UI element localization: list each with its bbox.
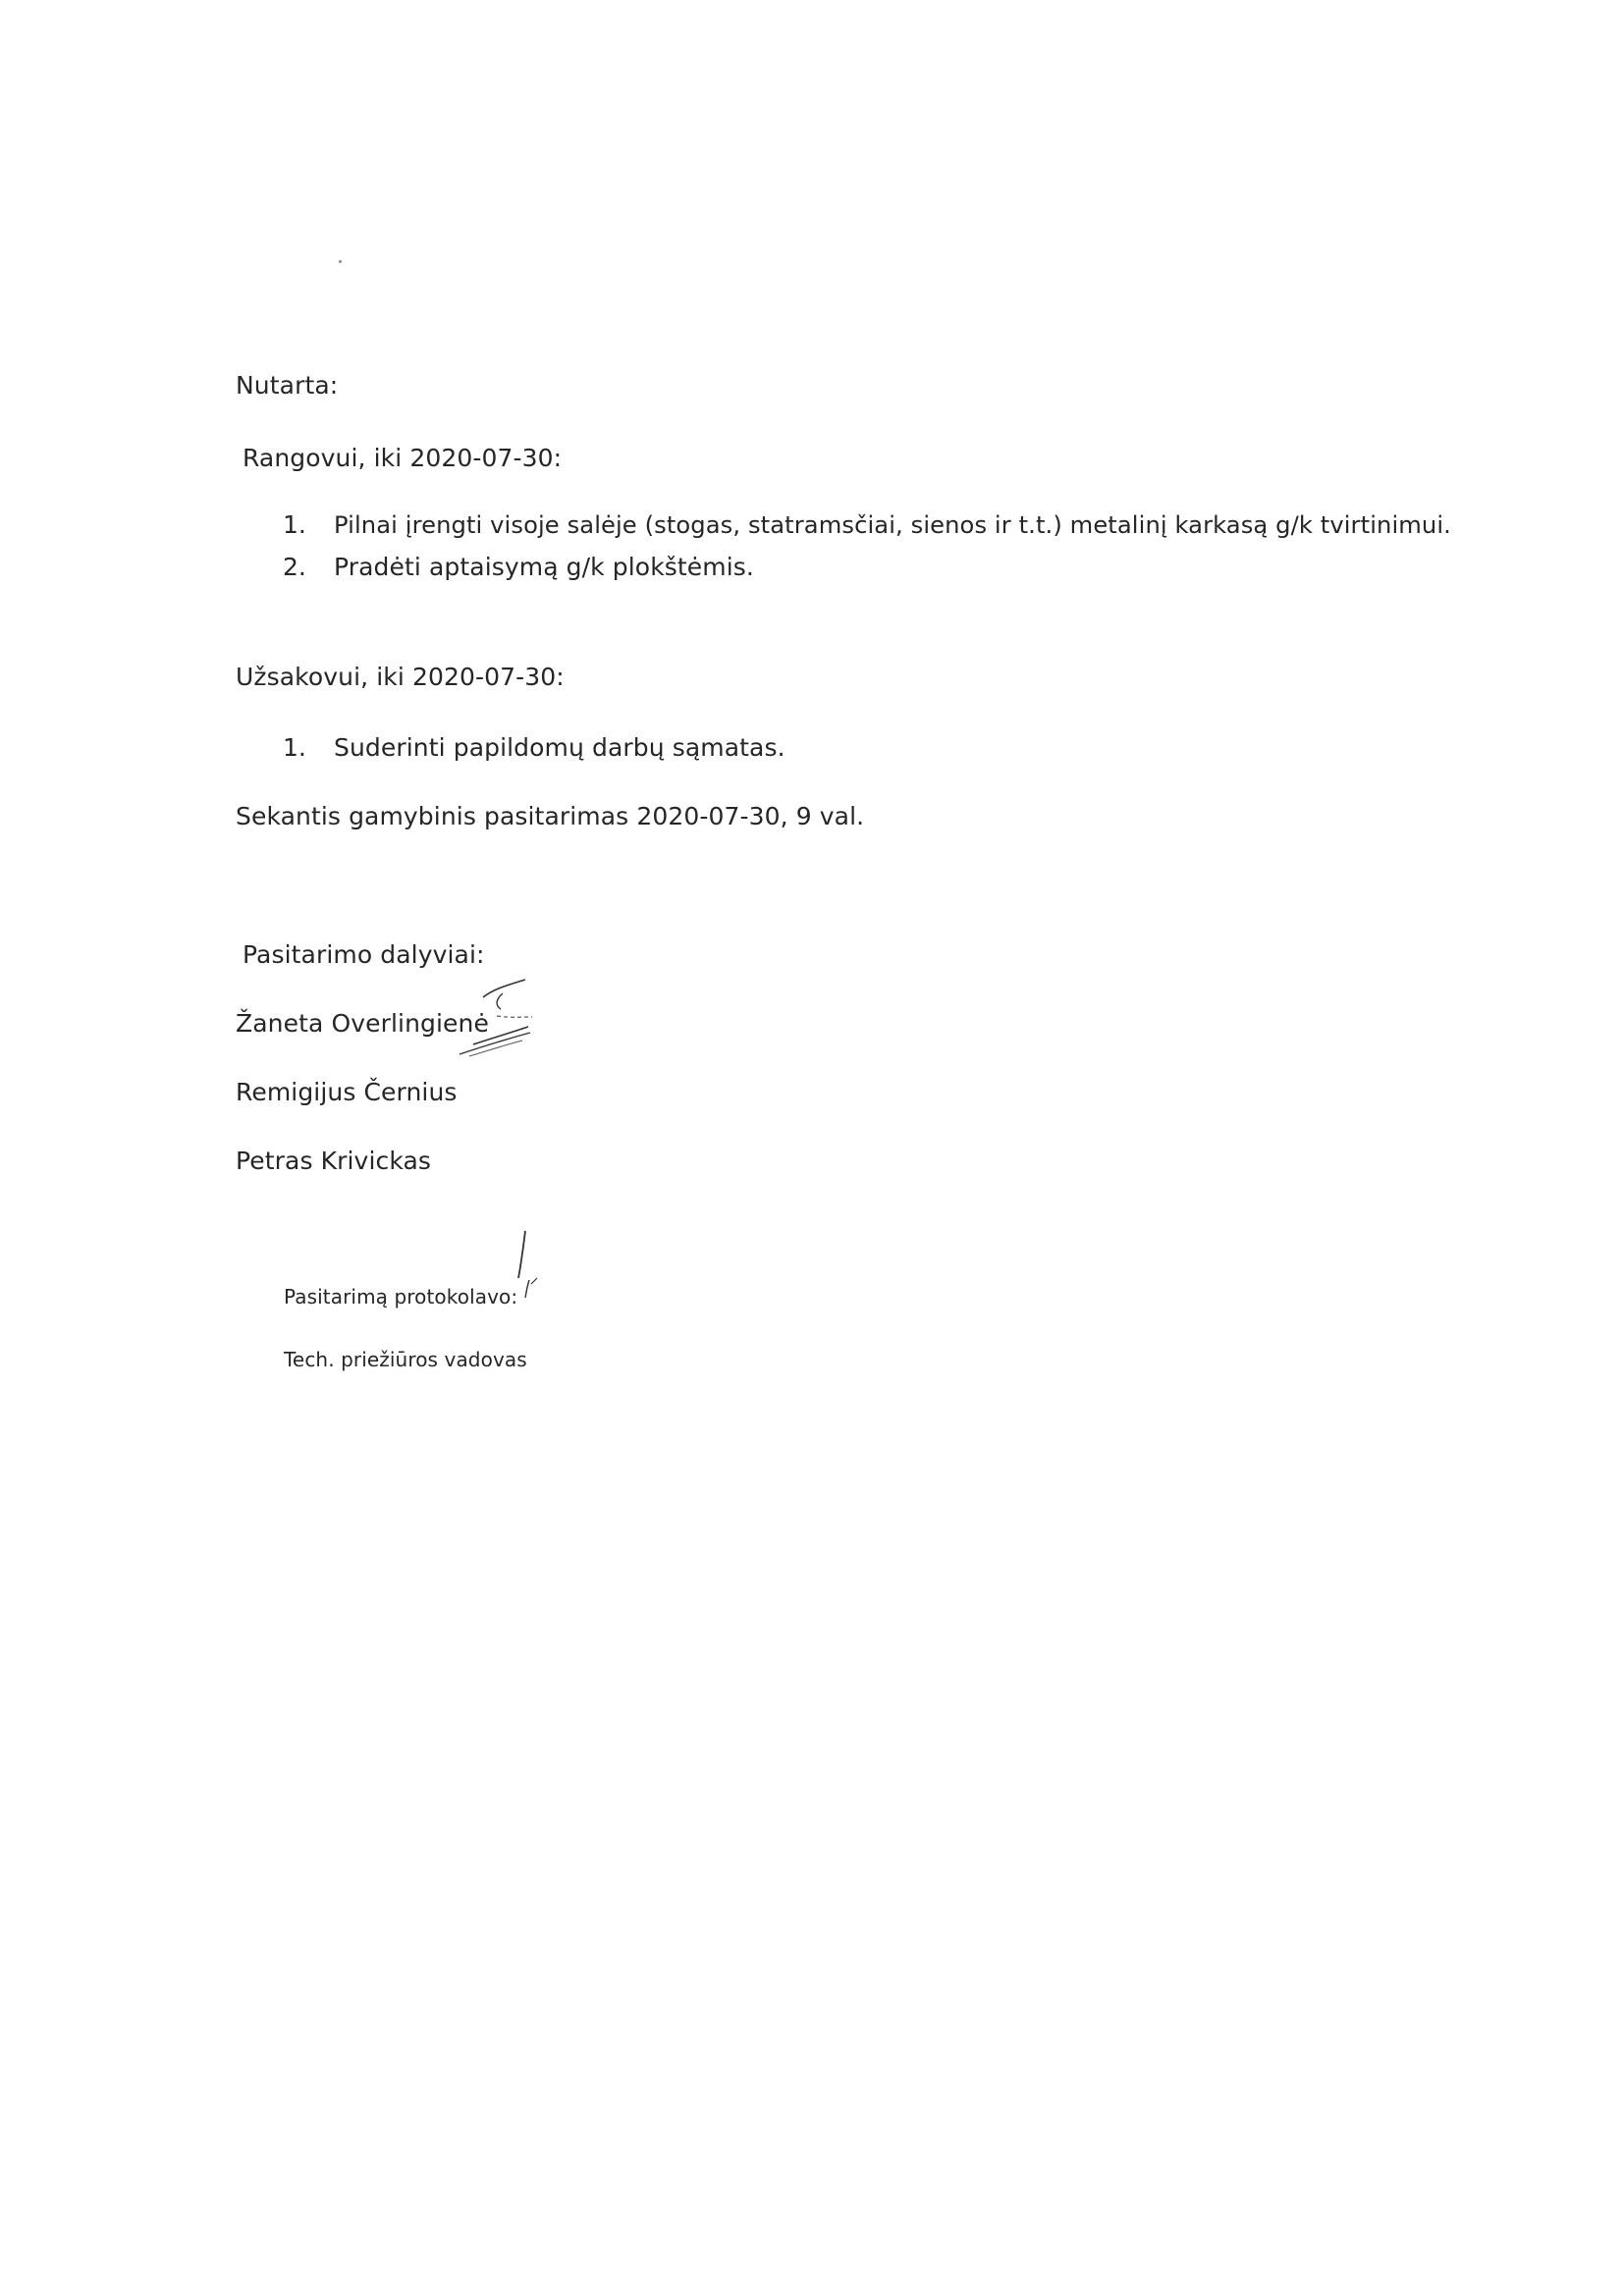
customer-heading: Užsakovui, iki 2020-07-30: [236, 663, 565, 691]
participant-name: Petras Krivickas [236, 1147, 432, 1175]
contractor-item-number: 2. [283, 553, 306, 581]
participants-heading: Pasitarimo dalyviai: [243, 940, 485, 969]
customer-item-number: 1. [283, 733, 306, 762]
contractor-item-number: 1. [283, 510, 306, 539]
participant-signature [412, 972, 550, 1080]
customer-item: Suderinti papildomų darbų sąmatas. [334, 733, 785, 762]
participant-name: Žaneta Overlingienė [236, 1009, 489, 1038]
contractor-item: Pradėti aptaisymą g/k plokštėmis. [334, 553, 754, 581]
participant-name: Remigijus Černius [236, 1078, 458, 1106]
scan-speck [339, 260, 342, 263]
recorded-by-label: Pasitarimą protokolavo: [284, 1285, 518, 1308]
next-meeting: Sekantis gamybinis pasitarimas 2020-07-30, 9 val. [236, 802, 865, 830]
contractor-heading: Rangovui, iki 2020-07-30: [243, 444, 563, 472]
recorder-role: Tech. priežiūros vadovas [284, 1348, 527, 1371]
contractor-item: Pilnai įrengti visoje salėje (stogas, statramsčiai, sienos ir t.t.) metalinį karkasą g/k tvirtinimui. [334, 511, 1451, 539]
decision-heading: Nutarta: [236, 371, 339, 400]
